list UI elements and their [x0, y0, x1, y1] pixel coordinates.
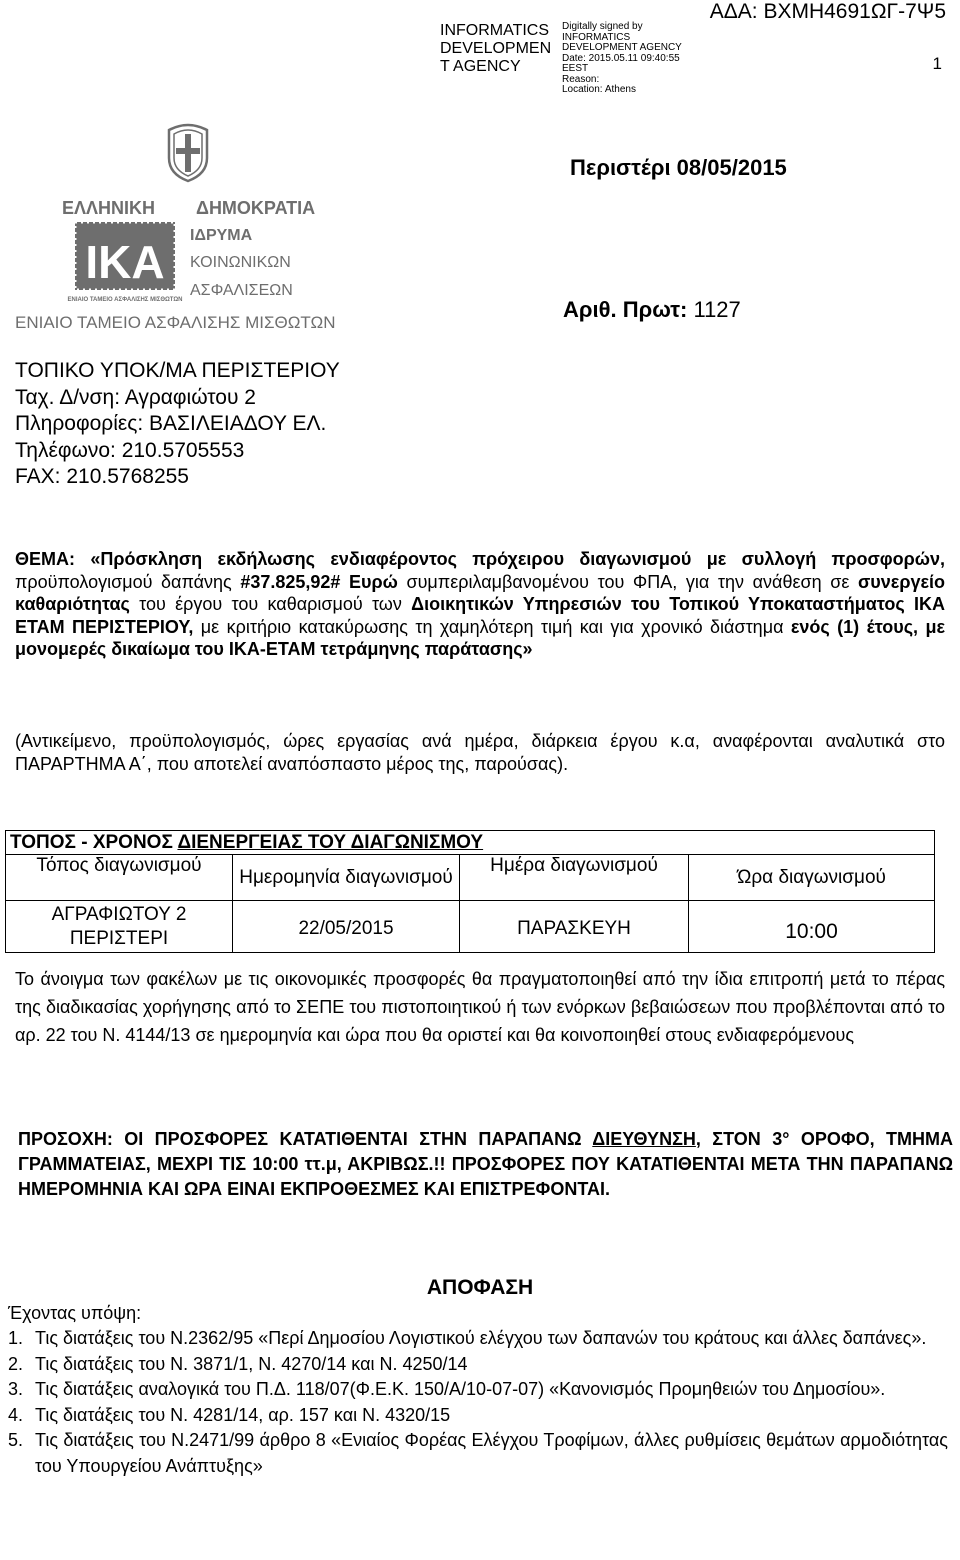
venue-table: [5, 830, 935, 953]
republic-line-2: ΔΗΜΟΚΡΑΤΙΑ: [196, 198, 316, 218]
opening-paragraph: Το άνοιγμα των φακέλων με τις οικονομικές προσφορές θα πραγματοποιηθεί από την ίδια επιτροπή μετά το πέρας της διαδικασίας χορήγησης από το ΣΕΠΕ του πιστοποιητικού ή των ενόρκων βεβαιώσεων που προβλέπονται από το αρ. 22 του Ν. 4144/13 σε ημερομηνία και ώρα που θα οριστεί και θα κοινοποιηθεί στους ενδιαφερόμενους: [15, 969, 945, 1045]
col-header-place: Τόπος διαγωνισμού: [6, 855, 233, 901]
ika-logo-text: ΙΚΑ: [85, 236, 165, 288]
protocol-label: Αριθ. Πρωτ:: [563, 297, 688, 322]
col-header-time: Ώρα διαγωνισμού: [689, 855, 935, 901]
venue-heading-prefix: ΤΟΠΟΣ - ΧΡΟΝΟΣ: [10, 831, 178, 853]
col-header-date: Ημερομηνία διαγωνισμού: [233, 855, 460, 901]
sender-line: Ταχ. Δ/νση: Αγραφιώτου 2: [15, 385, 256, 409]
subject-text-1: προϋπολογισμού δαπάνης: [15, 571, 241, 592]
subject-amount: #37.825,92# Ευρώ: [240, 571, 398, 592]
signature-timezone: EEST: [562, 63, 589, 74]
provision-text: Τις διατάξεις του Ν. 4281/14, αρ. 157 και Ν. 4320/15: [35, 1404, 451, 1425]
org-line-1: ΙΔΡΥΜΑ: [190, 227, 253, 244]
protocol-number: [563, 297, 741, 323]
signature-reason: Reason:: [562, 73, 600, 85]
provision-number: 2.: [8, 1353, 24, 1374]
cell-day: ΠΑΡΑΣΚΕΥΗ: [460, 901, 689, 953]
provision-number: 3.: [8, 1379, 24, 1399]
provision-text: Τις διατάξεις του Ν.2362/95 «Περί Δημοσίου Λογιστικού ελέγχου των δαπανών του κράτους και άλλες δαπάνες».: [35, 1328, 927, 1348]
subject-text-2: συμπεριλαμβανομένου του ΦΠΑ, για την ανάθεση σε: [397, 571, 858, 592]
signature-signed-by: Digitally signed by: [562, 21, 643, 32]
subject-text-4: με κριτήριο κατακύρωσης τη χαμηλότερη τιμή και για χρονικό διάστημα: [193, 616, 791, 637]
submission-notice: [18, 1127, 953, 1202]
subject-text-3: του έργου του καθαρισμού των: [129, 594, 412, 614]
republic-line-1: ΕΛΛΗΝΙΚΗ: [62, 198, 156, 218]
object-note: (Αντικείμενο, προϋπολογισμός, ώρες εργασίας ανά ημέρα, διάρκεια έργου κ.α, αναφέρονται αναλυτικά στο ΠΑΡΑΡΤΗΜΑ Α΄, που αποτελεί αναπόσπαστο μέρος της, παρούσας).: [15, 731, 945, 774]
subject-service: συνεργείο καθαριότητας: [15, 571, 945, 614]
subject-bold-1: ΘΕΜΑ: «Πρόσκληση εκδήλωσης ενδιαφέροντος πρόχειρου διαγωνισμού με συλλογή προσφορών,: [15, 549, 945, 569]
page-number: 1: [932, 54, 942, 73]
sender-line: Πληροφορίες: ΒΑΣΙΛΕΙΑΔΟΥ ΕΛ.: [15, 412, 327, 435]
greek-emblem-icon: [165, 120, 211, 182]
considering-label: Έχοντας υπόψη:: [8, 1303, 142, 1323]
provision-number: 5.: [8, 1430, 24, 1450]
sender-block: [15, 358, 340, 491]
provision-item: [8, 1428, 948, 1479]
provision-number: 1.: [8, 1328, 24, 1348]
cell-date: 22/05/2015: [233, 901, 460, 953]
notice-text-1: ΠΡΟΣΟΧΗ: ΟΙ ΠΡΟΣΦΟΡΕΣ ΚΑΤΑΤΙΘΕΝΤΑΙ ΣΤΗΝ ΠΑΡΑΠΑΝΩ: [18, 1129, 593, 1149]
subject-premises: Διοικητικών Υπηρεσιών του Τοπικού Υποκαταστήματος ΙΚΑ ΕΤΑΜ ΠΕΡΙΣΤΕΡΙΟΥ,: [15, 594, 945, 637]
ada-code: ΑΔΑ: ΒΧΜΗ4691ΩΓ-7Ψ5: [709, 0, 946, 23]
sender-line: FAX: 210.5768255: [15, 465, 189, 488]
provision-item: [8, 1377, 948, 1403]
provisions-list: [8, 1326, 948, 1479]
cell-place: ΑΓΡΑΦΙΩΤΟΥ 2 ΠΕΡΙΣΤΕΡΙ: [6, 901, 233, 953]
protocol-value: 1127: [693, 297, 741, 322]
org-line-2: ΚΟΙΝΩΝΙΚΩΝ: [190, 254, 291, 271]
decision-title: ΑΠΟΦΑΣΗ: [426, 1276, 534, 1299]
col-header-day: Ημέρα διαγωνισμού: [460, 855, 689, 901]
ika-logo-icon: [67, 222, 183, 304]
signature-date: Date: 2015.05.11 09:40:55: [562, 52, 680, 64]
signature-details: [562, 22, 702, 96]
provision-text: Τις διατάξεις αναλογικά του Π.Δ. 118/07(Φ.Ε.Κ. 150/Α/10-07-07) «Κανονισμός Προμηθειών του Δημοσίου».: [35, 1379, 886, 1399]
venue-heading: [6, 831, 935, 855]
venue-heading-underlined: ΔΙΕΝΕΡΓΕΙΑΣ ΤΟΥ ΔΙΑΓΩΝΙΣΜΟΥ: [177, 831, 484, 853]
place-date: Περιστέρι 08/05/2015: [570, 155, 787, 180]
notice-underlined: ΔΙΕΥΘΥΝΣΗ: [592, 1129, 696, 1149]
ika-logo-subtext: ΕΝΙΑΙΟ ΤΑΜΕΙΟ ΑΣΦΑΛΙΣΗΣ ΜΙΣΘΩΤΩΝ: [67, 297, 183, 303]
subject-paragraph: [15, 548, 945, 661]
provision-text: Τις διατάξεις του Ν. 3871/1, Ν. 4270/14 και Ν. 4250/14: [35, 1353, 468, 1374]
signature-signer: INFORMATICS DEVELOPMENT AGENCY: [562, 31, 682, 53]
provision-item: [8, 1352, 948, 1378]
provision-text: Τις διατάξεις του Ν.2471/99 άρθρο 8 «Ενιαίος Φορέας Ελέγχου Τροφίμων, άλλες ρυθμίσεις θεμάτων αρμοδιότητας του Υπουργείου Ανάπτυξης»: [35, 1430, 948, 1476]
signature-name: INFORMATICS DEVELOPMEN T AGENCY: [440, 22, 552, 75]
ika-logo: [67, 222, 183, 304]
provision-number: 4.: [8, 1404, 24, 1425]
provision-item: [8, 1403, 948, 1429]
sender-line: ΤΟΠΙΚΟ ΥΠΟΚ/ΜΑ ΠΕΡΙΣΤΕΡΙΟΥ: [15, 359, 340, 382]
cell-time: 10:00: [689, 901, 935, 953]
provision-item: [8, 1326, 948, 1352]
sender-line: Τηλέφωνο: 210.5705553: [15, 438, 245, 462]
subject-duration: ενός (1) έτους, με μονομερές δικαίωμα του ΙΚΑ-ΕΤΑΜ τετράμηνης παράτασης»: [15, 616, 946, 659]
org-line-3: ΑΣΦΑΛΙΣΕΩΝ: [190, 282, 293, 299]
fund-name: ΕΝΙΑΙΟ ΤΑΜΕΙΟ ΑΣΦΑΛΙΣΗΣ ΜΙΣΘΩΤΩΝ: [15, 313, 336, 332]
signature-location: Location: Athens: [562, 84, 636, 95]
notice-text-2: , ΣΤΟΝ 3° ΟΡΟΦΟ, ΤΜΗΜΑ ΓΡΑΜΜΑΤΕΙΑΣ, ΜΕΧΡΙ ΤΙΣ 10:00 ττ.μ, ΑΚΡΙΒΩΣ.!! ΠΡΟΣΦΟΡΕΣ ΠΟΥ ΚΑΤΑΤΙΘΕΝΤΑΙ ΜΕΤΑ ΤΗΝ ΠΑΡΑΠΑΝΩ ΗΜΕΡΟΜΗΝΙΑ ΚΑΙ ΩΡΑ ΕΙΝΑΙ ΕΚΠΡΟΘΕΣΜΕΣ ΚΑΙ ΕΠΙΣΤΡΕΦΟΝΤΑΙ.: [18, 1129, 954, 1199]
